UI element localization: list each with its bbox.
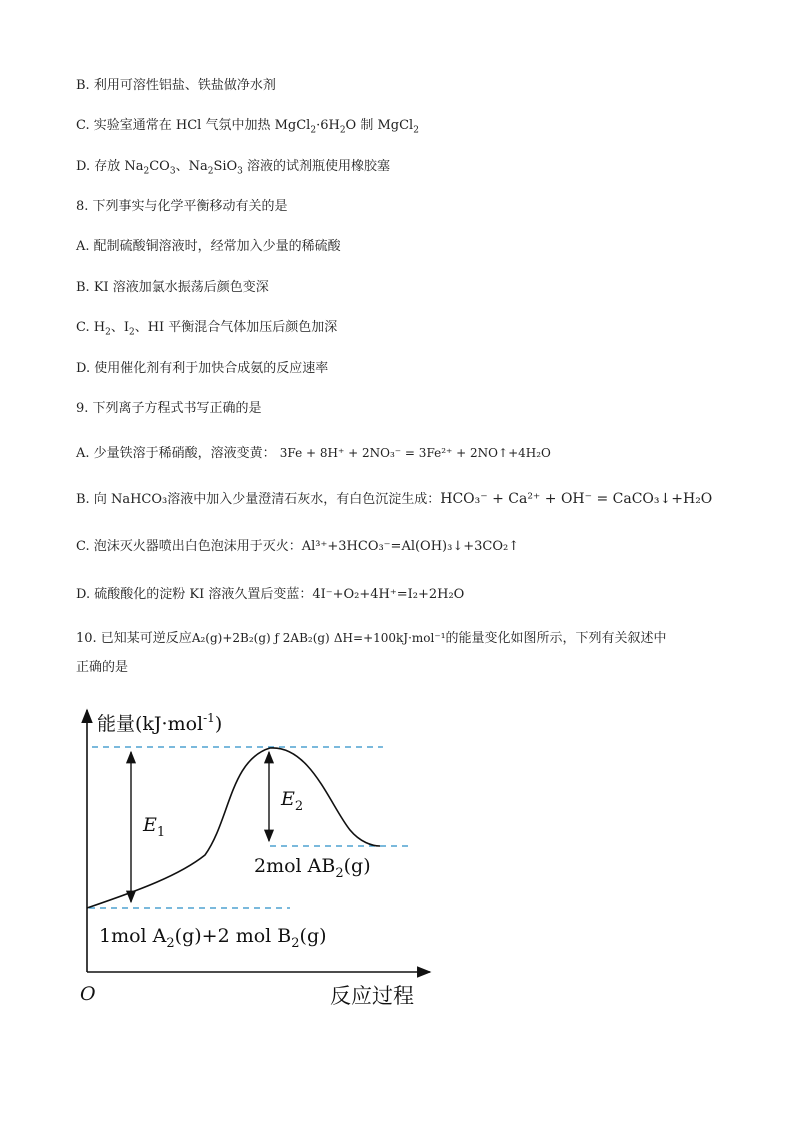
option-8a: A. 配制硫酸铜溶液时，经常加入少量的稀硫酸 [76,239,341,254]
option-9c: C. 泡沫灭火器喷出白色泡沫用于灭火：Al³⁺+3HCO₃⁻=Al(OH)₃↓+3CO₂↑ [76,539,520,554]
option-8b: B. KI 溶液加氯水振荡后颜色变深 [76,280,269,295]
e1-label: $E_1$ [143,814,166,840]
option-8c: C. $H_2$、$I_2$、HI 平衡混合气体加压后颜色加深 [76,320,338,338]
e2-label: $E_2$ [281,788,304,814]
option-7b: B. 利用可溶性铝盐、铁盐做净水剂 [76,78,276,93]
option-8d: D. 使用催化剂有利于加快合成氨的反应速率 [76,361,329,376]
origin-label: O [80,983,96,1005]
reactant-label: 1mol $A_2(g)+2$ mol $B_2(g)$ [99,925,327,951]
option-9b: B. 向 NaHCO₃溶液中加入少量澄清石灰水，有白色沉淀生成：HCO₃⁻ + Ca²⁺ + OH⁻ = CaCO₃↓+H₂O [76,491,713,507]
option-7d: D. 存放 $Na_2CO_3$、$Na_2SiO_3$ 溶液的试剂瓶使用橡胶塞 [76,159,391,177]
option-9d: D. 硫酸酸化的淀粉 KI 溶液久置后变蓝：4I⁻+O₂+4H⁺=I₂+2H₂O [76,587,465,602]
question-9: 9. 下列离子方程式书写正确的是 [76,401,262,416]
question-8: 8. 下列事实与化学平衡移动有关的是 [76,199,288,214]
x-axis-label: 反应过程 [330,984,414,1008]
option-7c: C. 实验室通常在 HCl 气氛中加热 $MgCl_2\cdot 6H_2O$ 制 MgCl$_2$ [76,118,419,136]
question-10: 10. 已知某可逆反应A₂(g)+2B₂(g) ƒ 2AB₂(g) ΔH=+100kJ·mol⁻¹的能量变化如图所示，下列有关叙述中 [76,631,667,646]
option-9a: A. 少量铁溶于稀硝酸，溶液变黄： 3Fe + 8H⁺ + 2NO₃⁻ = 3Fe²⁺ + 2NO↑+4H₂O [76,446,551,461]
product-label: 2mol $AB_2(g)$ [254,855,371,881]
question-10-cont: 正确的是 [76,660,129,675]
y-axis-label: 能量(kJ·mol$^{-1}$) [97,711,223,735]
